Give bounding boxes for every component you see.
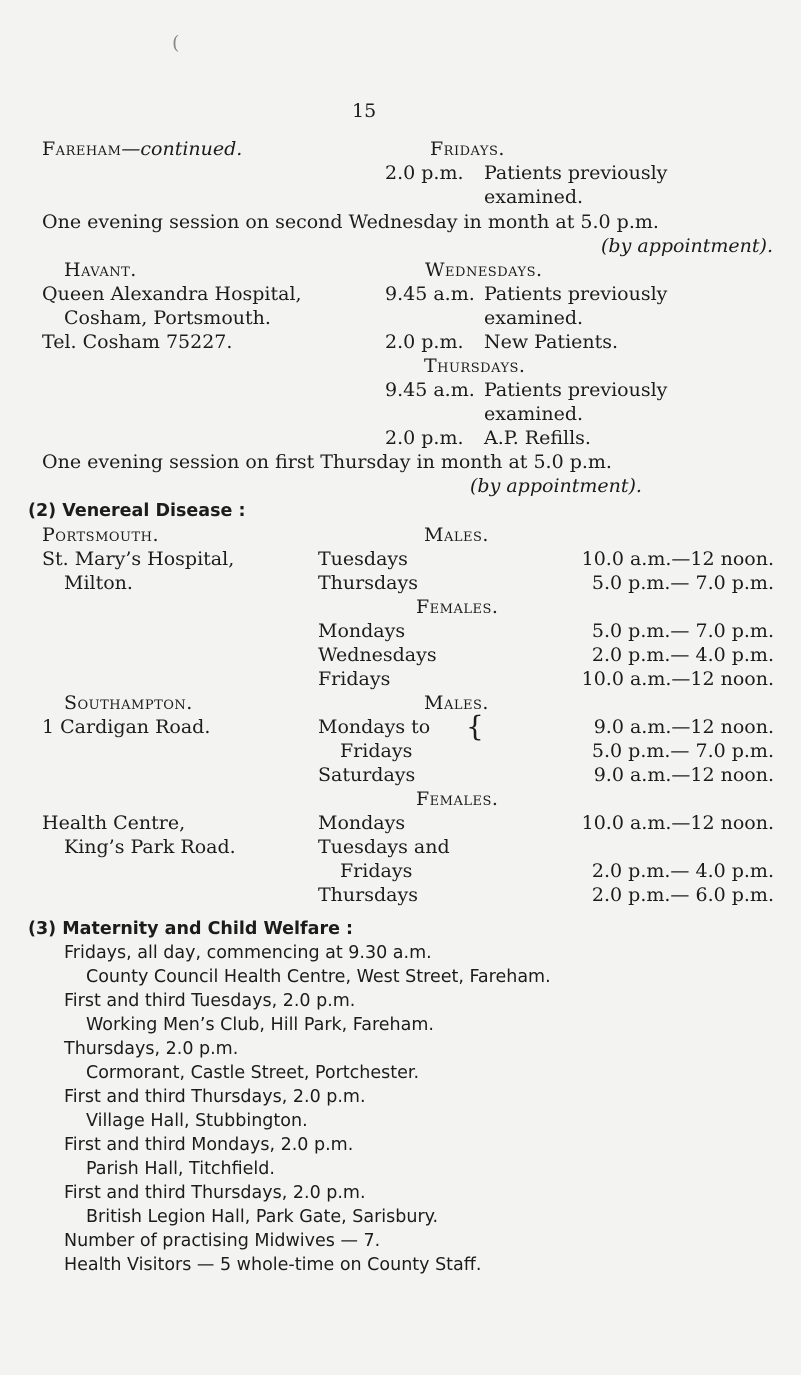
fridays-text-2: examined. bbox=[484, 186, 584, 208]
portsmouth-address-2: Milton. bbox=[64, 572, 133, 594]
males-heading: Males. bbox=[424, 524, 489, 546]
maternity-where-4: Village Hall, Stubbington. bbox=[86, 1111, 308, 1131]
southampton-heading: Southampton. bbox=[64, 692, 193, 714]
maternity-when-4: First and third Thursdays, 2.0 p.m. bbox=[64, 1087, 366, 1107]
wednesdays-heading: Wednesdays. bbox=[425, 259, 543, 281]
fareham-header bbox=[42, 138, 242, 160]
thursdays-row1-text2: examined. bbox=[484, 403, 584, 425]
males2-day-2: Fridays bbox=[340, 740, 413, 762]
page-number: 15 bbox=[352, 100, 377, 122]
maternity-where-5: Parish Hall, Titchfield. bbox=[86, 1159, 275, 1179]
maternity-where-3: Cormorant, Castle Street, Portchester. bbox=[86, 1063, 420, 1083]
southampton-address: 1 Cardigan Road. bbox=[42, 716, 211, 738]
females2-mondays-day: Mondays bbox=[318, 812, 406, 834]
wednesdays-row1-time: 9.45 a.m. bbox=[385, 283, 475, 305]
thursdays-row2-text: A.P. Refills. bbox=[484, 427, 591, 449]
health-visitors-count: Health Visitors — 5 whole-time on County Staff. bbox=[64, 1255, 482, 1275]
thursdays-row1-time: 9.45 a.m. bbox=[385, 379, 475, 401]
males2-time-1: 9.0 a.m.—12 noon. bbox=[593, 716, 774, 738]
females-time-2: 2.0 p.m.— 4.0 p.m. bbox=[591, 644, 774, 666]
males2-day-1: Mondays to bbox=[318, 716, 431, 738]
females-time-1: 5.0 p.m.— 7.0 p.m. bbox=[591, 620, 774, 642]
males-day-1: Tuesdays bbox=[318, 548, 408, 570]
females2-tuesfri-time: 2.0 p.m.— 4.0 p.m. bbox=[591, 860, 774, 882]
health-centre-1: Health Centre, bbox=[42, 812, 186, 834]
fridays-heading: Fridays. bbox=[430, 138, 505, 160]
males-time-1: 10.0 a.m.—12 noon. bbox=[581, 548, 774, 570]
maternity-when-2: First and third Tuesdays, 2.0 p.m. bbox=[64, 991, 356, 1011]
males-time-2: 5.0 p.m.— 7.0 p.m. bbox=[591, 572, 774, 594]
page-mark: ( bbox=[172, 32, 180, 54]
saturdays-time: 9.0 a.m.—12 noon. bbox=[593, 764, 774, 786]
maternity-when-1: Fridays, all day, commencing at 9.30 a.m. bbox=[64, 943, 432, 963]
brace-symbol: { bbox=[466, 710, 484, 743]
evening-session-1: One evening session on second Wednesday in month at 5.0 p.m. bbox=[42, 211, 659, 233]
midwives-count: Number of practising Midwives — 7. bbox=[64, 1231, 381, 1251]
appointment-note-1: (by appointment). bbox=[601, 235, 773, 257]
wednesdays-row1-text: Patients previously bbox=[484, 283, 668, 305]
maternity-when-5: First and third Mondays, 2.0 p.m. bbox=[64, 1135, 354, 1155]
havant-address-1: Queen Alexandra Hospital, bbox=[42, 283, 302, 305]
wednesdays-row1-text2: examined. bbox=[484, 307, 584, 329]
females2-thursdays-time: 2.0 p.m.— 6.0 p.m. bbox=[591, 884, 774, 906]
females-day-3: Fridays bbox=[318, 668, 391, 690]
females2-tuesfri-day-1: Tuesdays and bbox=[318, 836, 450, 858]
maternity-when-6: First and third Thursdays, 2.0 p.m. bbox=[64, 1183, 366, 1203]
females-heading: Females. bbox=[416, 596, 499, 618]
portsmouth-address-1: St. Mary’s Hospital, bbox=[42, 548, 235, 570]
thursdays-heading: Thursdays. bbox=[424, 355, 526, 377]
females-time-3: 10.0 a.m.—12 noon. bbox=[581, 668, 774, 690]
wednesdays-row2-text: New Patients. bbox=[484, 331, 619, 353]
havant-tel: Tel. Cosham 75227. bbox=[42, 331, 233, 353]
females2-heading: Females. bbox=[416, 788, 499, 810]
evening-session-2: One evening session on first Thursday in month at 5.0 p.m. bbox=[42, 451, 612, 473]
maternity-where-2: Working Men’s Club, Hill Park, Fareham. bbox=[86, 1015, 434, 1035]
havant-heading: Havant. bbox=[64, 259, 137, 281]
maternity-heading: (3) Maternity and Child Welfare : bbox=[28, 919, 354, 939]
females2-mondays-time: 10.0 a.m.—12 noon. bbox=[581, 812, 774, 834]
males2-time-2: 5.0 p.m.— 7.0 p.m. bbox=[591, 740, 774, 762]
females2-tuesfri-day-2: Fridays bbox=[340, 860, 413, 882]
portsmouth-heading: Portsmouth. bbox=[42, 524, 160, 546]
females-day-1: Mondays bbox=[318, 620, 406, 642]
saturdays-day: Saturdays bbox=[318, 764, 416, 786]
females-day-2: Wednesdays bbox=[318, 644, 437, 666]
wednesdays-row2-time: 2.0 p.m. bbox=[385, 331, 464, 353]
fareham-continued: —continued. bbox=[121, 138, 243, 160]
maternity-where-1: County Council Health Centre, West Street, Fareham. bbox=[86, 967, 551, 987]
thursdays-row2-time: 2.0 p.m. bbox=[385, 427, 464, 449]
maternity-when-3: Thursdays, 2.0 p.m. bbox=[64, 1039, 239, 1059]
havant-address-2: Cosham, Portsmouth. bbox=[64, 307, 271, 329]
thursdays-row1-text: Patients previously bbox=[484, 379, 668, 401]
fridays-text: Patients previously bbox=[484, 162, 668, 184]
fareham-name: Fareham bbox=[42, 138, 122, 160]
males-day-2: Thursdays bbox=[318, 572, 418, 594]
males2-heading: Males. bbox=[424, 692, 489, 714]
health-centre-2: King’s Park Road. bbox=[64, 836, 236, 858]
appointment-note-2: (by appointment). bbox=[470, 475, 642, 497]
fridays-time: 2.0 p.m. bbox=[385, 162, 464, 184]
maternity-where-6: British Legion Hall, Park Gate, Sarisbury. bbox=[86, 1207, 439, 1227]
venereal-heading: (2) Venereal Disease : bbox=[28, 501, 246, 521]
females2-thursdays-day: Thursdays bbox=[318, 884, 418, 906]
